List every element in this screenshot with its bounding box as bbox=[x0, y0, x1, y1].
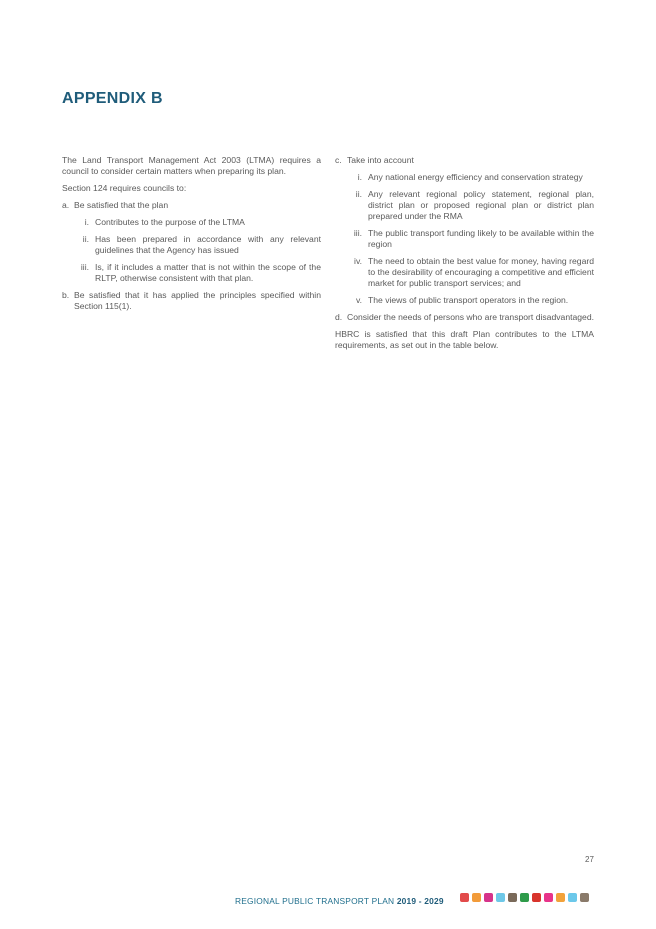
page-number: 27 bbox=[585, 855, 594, 864]
color-dot bbox=[472, 893, 481, 902]
color-dot bbox=[556, 893, 565, 902]
color-dot bbox=[544, 893, 553, 902]
color-dot bbox=[496, 893, 505, 902]
color-dot bbox=[532, 893, 541, 902]
sub-list-text: Any relevant regional policy statement, regional plan, district plan or proposed regional plan or district plan prepared under the RMA bbox=[368, 189, 594, 221]
list-marker: b. bbox=[62, 290, 70, 300]
color-dot bbox=[508, 893, 517, 902]
sub-list-marker: ii. bbox=[82, 234, 89, 244]
color-dot bbox=[580, 893, 589, 902]
color-dot bbox=[460, 893, 469, 902]
sub-list-text: Any national energy efficiency and conservation strategy bbox=[368, 172, 583, 182]
sub-list-text: Contributes to the purpose of the LTMA bbox=[95, 217, 245, 227]
list-item-text: Take into account bbox=[347, 155, 414, 165]
sub-list-marker: iii. bbox=[353, 228, 362, 238]
color-dot bbox=[520, 893, 529, 902]
list-item-b bbox=[62, 290, 321, 312]
intro-paragraph: The Land Transport Management Act 2003 (LTMA) requires a council to consider certain matters when preparing its plan. bbox=[62, 155, 321, 176]
list-item-a bbox=[62, 200, 321, 211]
section-paragraph: Section 124 requires councils to: bbox=[62, 183, 187, 193]
color-dot bbox=[484, 893, 493, 902]
sub-list-item bbox=[335, 228, 594, 250]
right-column bbox=[335, 155, 594, 357]
sub-list-text: The public transport funding likely to be available within the region bbox=[368, 228, 594, 249]
sub-list-text: Has been prepared in accordance with any relevant guidelines that the Agency has issued bbox=[95, 234, 321, 255]
list-marker: c. bbox=[335, 155, 342, 165]
list-marker: a. bbox=[62, 200, 70, 210]
sub-list-item bbox=[335, 295, 594, 306]
sub-list-marker: ii. bbox=[355, 189, 362, 199]
sub-list-marker: i. bbox=[357, 172, 362, 182]
list-item-c bbox=[335, 155, 594, 166]
closing-paragraph: HBRC is satisfied that this draft Plan contributes to the LTMA requirements, as set out in the table below. bbox=[335, 329, 594, 350]
footer-years: 2019 - 2029 bbox=[396, 896, 444, 906]
sub-list-item bbox=[335, 189, 594, 222]
sub-list-marker: iv. bbox=[354, 256, 362, 266]
sub-list-text: Is, if it includes a matter that is not within the scope of the RLTP, otherwise consistent with that plan. bbox=[95, 262, 321, 283]
color-dot bbox=[568, 893, 577, 902]
list-marker: d. bbox=[335, 312, 343, 322]
sub-list-item bbox=[62, 234, 321, 256]
list-item-text: Consider the needs of persons who are transport disadvantaged. bbox=[347, 312, 594, 322]
sub-list-marker: v. bbox=[355, 295, 362, 305]
sub-list-marker: iii. bbox=[80, 262, 89, 272]
left-column bbox=[62, 155, 321, 318]
page-title: APPENDIX B bbox=[62, 90, 163, 107]
sub-list-text: The views of public transport operators in the region. bbox=[368, 295, 569, 305]
sub-list-marker: i. bbox=[84, 217, 89, 227]
sub-list-item bbox=[335, 172, 594, 183]
footer-title-text: REGIONAL PUBLIC TRANSPORT PLAN bbox=[235, 896, 395, 906]
sub-list-item bbox=[62, 217, 321, 228]
list-item-text: Be satisfied that it has applied the principles specified within Section 115(1). bbox=[74, 290, 321, 311]
sub-list-text: The need to obtain the best value for money, having regard to the desirability of encouraging a competitive and efficient market for public transport services; and bbox=[368, 256, 594, 288]
sub-list-item bbox=[62, 262, 321, 284]
color-dots-strip bbox=[460, 893, 589, 902]
footer-title bbox=[235, 896, 444, 906]
sub-list-item bbox=[335, 256, 594, 289]
list-item-text: Be satisfied that the plan bbox=[74, 200, 169, 210]
list-item-d bbox=[335, 312, 594, 323]
